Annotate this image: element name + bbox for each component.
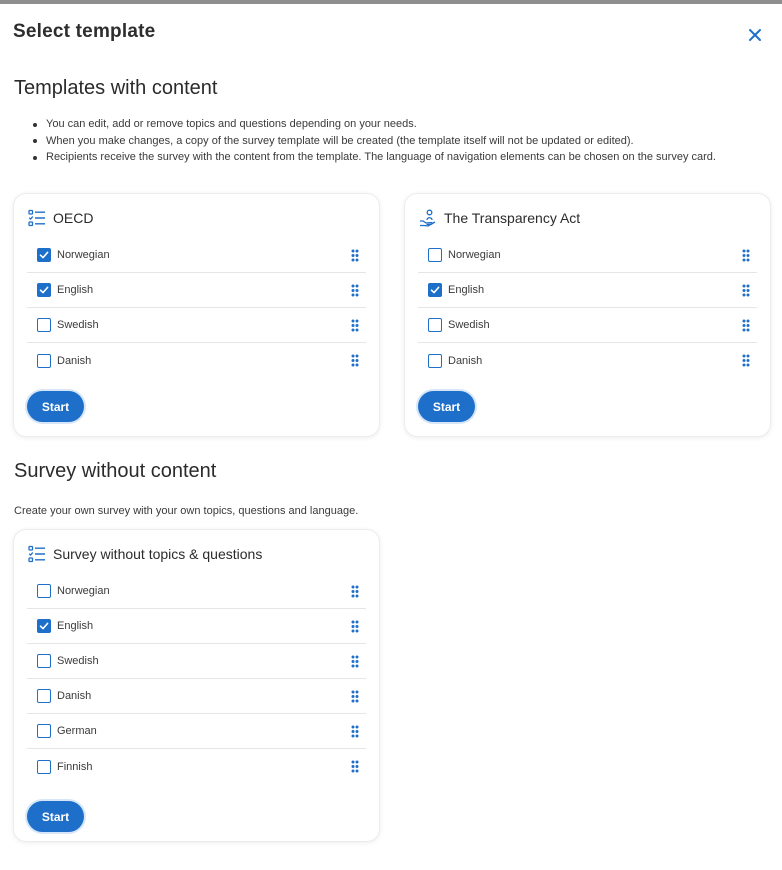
drag-handle-icon[interactable] xyxy=(742,249,750,262)
language-label: English xyxy=(57,284,94,296)
language-row xyxy=(27,574,366,609)
drag-handle-icon[interactable] xyxy=(351,690,359,703)
language-label: English xyxy=(448,284,485,296)
template-card-oecd xyxy=(14,194,379,436)
language-row xyxy=(27,238,366,273)
language-checkbox[interactable] xyxy=(428,283,442,297)
hand-person-icon xyxy=(419,209,437,227)
language-row xyxy=(27,644,366,679)
drag-handle-icon[interactable] xyxy=(351,249,359,262)
language-row xyxy=(27,679,366,714)
language-checkbox[interactable] xyxy=(37,619,51,633)
language-row xyxy=(418,343,757,378)
language-row xyxy=(27,714,366,749)
drag-handle-icon[interactable] xyxy=(351,655,359,668)
start-button[interactable]: Start xyxy=(27,801,84,832)
language-checkbox[interactable] xyxy=(37,760,51,774)
language-label: Danish xyxy=(448,354,483,367)
drag-handle-icon[interactable] xyxy=(742,354,750,367)
empty-section-description: Create your own survey with your own topics, questions and language. xyxy=(14,505,359,517)
start-button[interactable]: Start xyxy=(418,391,475,422)
language-checkbox[interactable] xyxy=(37,354,51,368)
template-card-blank-survey xyxy=(14,530,379,841)
template-card-transparency-act xyxy=(405,194,770,436)
language-list xyxy=(27,238,366,378)
language-row xyxy=(418,238,757,273)
empty-section-title: Survey without content xyxy=(14,460,217,482)
language-checkbox[interactable] xyxy=(37,318,51,332)
language-checkbox[interactable] xyxy=(428,354,442,368)
drag-handle-icon[interactable] xyxy=(742,319,750,332)
drag-handle-icon[interactable] xyxy=(351,760,359,773)
language-label: Norwegian xyxy=(57,249,110,261)
drag-handle-icon[interactable] xyxy=(351,620,359,633)
language-checkbox[interactable] xyxy=(428,248,442,262)
card-header xyxy=(28,208,93,228)
checklist-icon xyxy=(28,545,46,563)
checklist-icon xyxy=(28,209,46,227)
templates-section-title: Templates with content xyxy=(14,77,218,99)
card-title: OECD xyxy=(53,210,94,226)
language-checkbox[interactable] xyxy=(37,724,51,738)
dialog-title: Select template xyxy=(13,21,156,42)
language-row xyxy=(27,609,366,644)
drag-handle-icon[interactable] xyxy=(351,354,359,367)
language-row xyxy=(27,273,366,308)
language-checkbox[interactable] xyxy=(37,689,51,703)
card-title: Survey without topics & questions xyxy=(53,546,263,562)
language-label: Swedish xyxy=(448,319,490,331)
language-label: Norwegian xyxy=(448,249,501,261)
info-bullet: Recipients receive the survey with the content from the template. The language of navigation elements can be chosen on the survey card. xyxy=(30,149,760,166)
language-label: Swedish xyxy=(57,655,99,667)
language-label: Swedish xyxy=(57,319,99,331)
close-icon xyxy=(744,24,766,46)
drag-handle-icon[interactable] xyxy=(351,585,359,598)
close-button[interactable] xyxy=(744,24,766,46)
language-checkbox[interactable] xyxy=(37,248,51,262)
language-label: Norwegian xyxy=(57,585,110,597)
language-label: Danish xyxy=(57,354,92,367)
card-header xyxy=(419,208,580,228)
checkmark-icon xyxy=(39,250,49,260)
language-row xyxy=(27,343,366,378)
language-list xyxy=(27,574,366,784)
drag-handle-icon[interactable] xyxy=(742,284,750,297)
language-label: English xyxy=(57,620,94,632)
start-button[interactable]: Start xyxy=(27,391,84,422)
select-template-dialog xyxy=(0,4,782,870)
drag-handle-icon[interactable] xyxy=(351,725,359,738)
card-header xyxy=(28,544,262,564)
checkmark-icon xyxy=(39,621,49,631)
checkmark-icon xyxy=(39,285,49,295)
language-row xyxy=(418,308,757,343)
templates-info-list xyxy=(30,116,760,166)
language-label: German xyxy=(57,725,97,737)
drag-handle-icon[interactable] xyxy=(351,284,359,297)
drag-handle-icon[interactable] xyxy=(351,319,359,332)
language-label: Finnish xyxy=(57,760,93,773)
language-list xyxy=(418,238,757,378)
language-row xyxy=(27,749,366,784)
language-checkbox[interactable] xyxy=(428,318,442,332)
card-title: The Transparency Act xyxy=(444,210,581,226)
info-bullet: You can edit, add or remove topics and questions depending on your needs. xyxy=(30,116,760,133)
checkmark-icon xyxy=(430,285,440,295)
info-bullet: When you make changes, a copy of the survey template will be created (the template itself will not be updated or edited). xyxy=(30,133,760,150)
language-row xyxy=(418,273,757,308)
language-checkbox[interactable] xyxy=(37,654,51,668)
language-checkbox[interactable] xyxy=(37,584,51,598)
language-checkbox[interactable] xyxy=(37,283,51,297)
language-label: Danish xyxy=(57,690,92,702)
language-row xyxy=(27,308,366,343)
